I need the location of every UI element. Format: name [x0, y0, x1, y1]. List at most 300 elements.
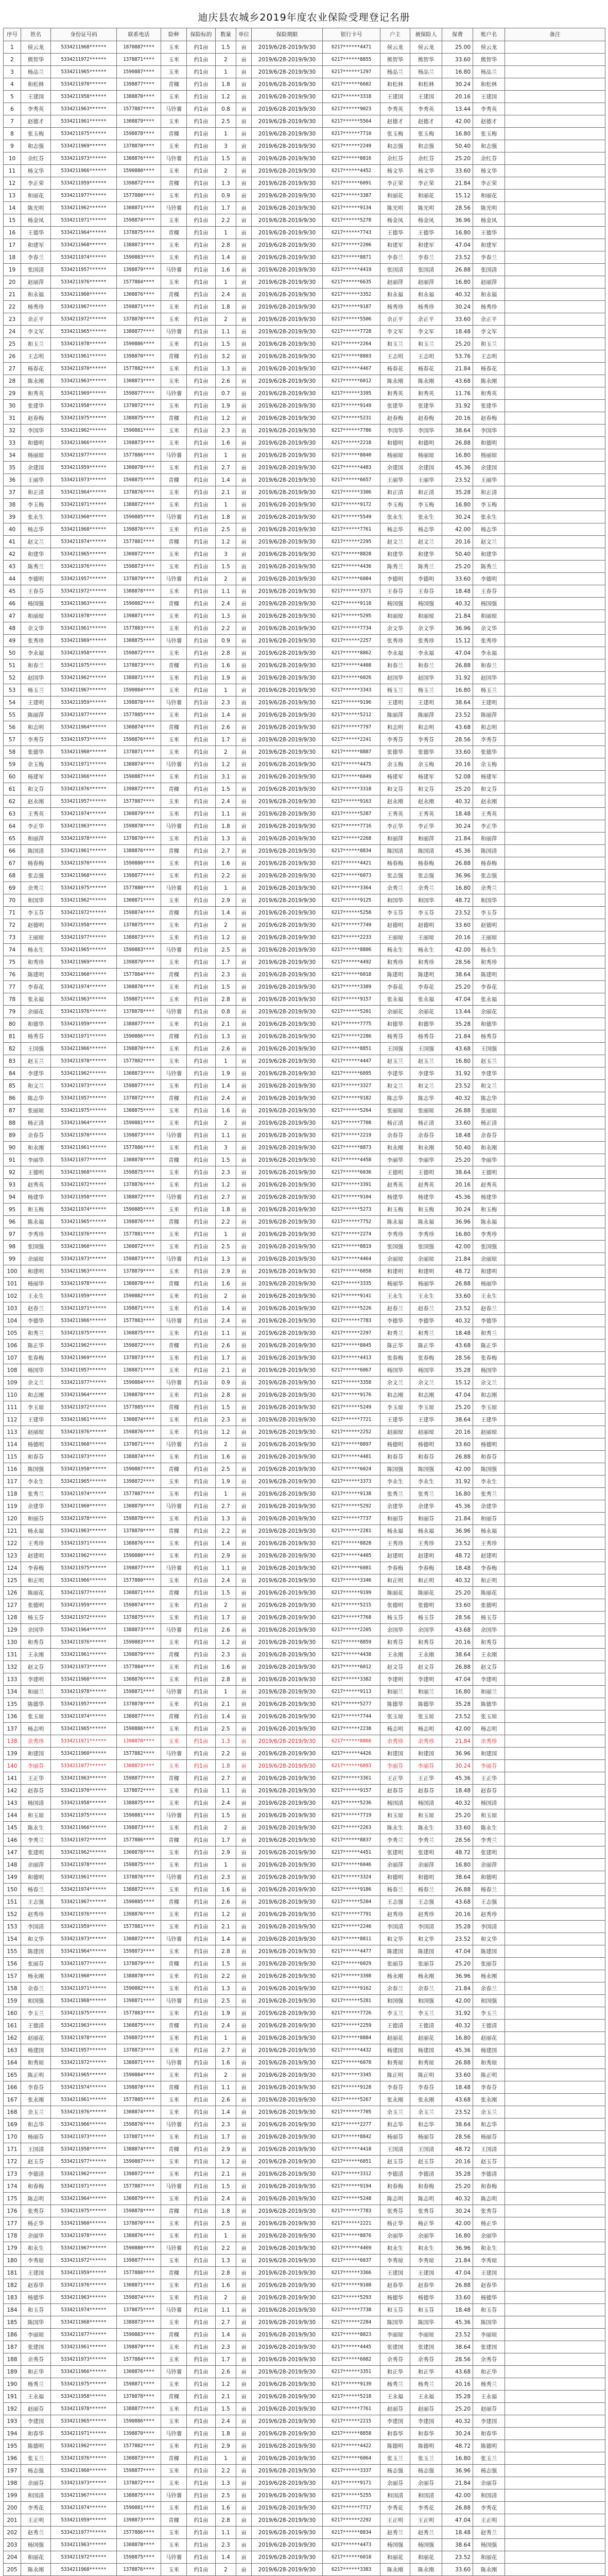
- table-cell: 杨丽华: [21, 1278, 51, 1290]
- table-cell: 6217******6064: [323, 2452, 380, 2465]
- table-cell: 18.48: [442, 2081, 473, 2094]
- table-cell: 亩: [236, 313, 252, 326]
- table-cell: 陈永刚: [380, 375, 410, 387]
- table-cell: [505, 1414, 605, 1426]
- table-cell: 约1亩: [187, 1278, 216, 1290]
- table-cell: 约1亩: [187, 1451, 216, 1463]
- table-cell: [505, 721, 605, 734]
- table-row: [4, 944, 605, 956]
- table-cell: 1: [216, 2032, 236, 2044]
- table-cell: 王德华: [21, 227, 51, 239]
- table-cell: 马铃薯: [161, 820, 187, 833]
- table-cell: 2019/6/28-2019/9/30: [252, 2069, 323, 2081]
- table-row: [4, 1673, 605, 1686]
- table-row: [4, 684, 605, 697]
- table-cell: 41: [4, 536, 21, 548]
- table-cell: 玉米: [161, 486, 187, 499]
- table-cell: 5334211973******: [51, 1253, 117, 1265]
- table-cell: 2019/6/28-2019/9/30: [252, 2255, 323, 2267]
- table-cell: 5334211968******: [51, 1995, 117, 2007]
- table-cell: 1388874****: [117, 1451, 161, 1463]
- table-cell: 7: [4, 115, 21, 128]
- table-row: [4, 1191, 605, 1204]
- table-cell: 6217******2238: [323, 1723, 380, 1735]
- table-cell: 1590881****: [117, 425, 161, 437]
- table-cell: 李玉琼: [410, 1401, 442, 1414]
- table-cell: 2019/6/28-2019/9/30: [252, 931, 323, 944]
- table-cell: 赵丽琼: [380, 1426, 410, 1438]
- table-cell: 6217******6018: [323, 969, 380, 981]
- table-cell: 陈永福: [380, 1216, 410, 1228]
- table-cell: 6217******8873: [323, 1142, 380, 1154]
- table-cell: 陈志明: [21, 2193, 51, 2205]
- table-cell: 亩: [236, 190, 252, 202]
- table-cell: 约1亩: [187, 152, 216, 165]
- table-cell: 5334211964******: [51, 1117, 117, 1129]
- table-cell: 赵丽花: [21, 2032, 51, 2044]
- table-cell: 杨永刚: [473, 1970, 505, 1982]
- table-cell: 5334211960******: [51, 511, 117, 523]
- table-cell: 1308878****: [117, 1154, 161, 1166]
- table-cell: 2019/6/28-2019/9/30: [252, 1587, 323, 1599]
- table-cell: 92: [4, 1166, 21, 1179]
- table-cell: 李秀兰: [410, 1834, 442, 1846]
- table-row: [4, 1908, 605, 1921]
- table-cell: 侯云龙: [380, 41, 410, 54]
- table-cell: 6217******5249: [323, 1401, 380, 1414]
- table-cell: 2: [216, 313, 236, 326]
- table-cell: 2019/6/28-2019/9/30: [252, 1451, 323, 1463]
- table-cell: 5334211964******: [51, 1945, 117, 1958]
- table-cell: 64: [4, 820, 21, 833]
- table-cell: 杨春兰: [21, 1884, 51, 1896]
- table-cell: 1.4: [216, 1302, 236, 1315]
- table-cell: 131: [4, 1649, 21, 1661]
- table-cell: 6217******3387: [323, 190, 380, 202]
- table-cell: 玉米: [161, 857, 187, 870]
- table-cell: [505, 1760, 605, 1772]
- table-cell: [505, 1797, 605, 1809]
- table-cell: 2: [216, 1438, 236, 1451]
- table-cell: 亩: [236, 1315, 252, 1327]
- table-cell: 亩: [236, 1067, 252, 1080]
- table-cell: 65: [4, 833, 21, 845]
- table-cell: 1.4: [216, 1080, 236, 1092]
- table-cell: 5334211961******: [51, 1142, 117, 1154]
- table-row: [4, 2255, 605, 2267]
- table-cell: 1: [216, 499, 236, 511]
- table-cell: 6217******8816: [323, 152, 380, 165]
- table-cell: 5334211968******: [51, 239, 117, 251]
- table-cell: 5334211975******: [51, 128, 117, 140]
- table-cell: 1308873****: [117, 375, 161, 387]
- table-cell: 6217******2252: [323, 1426, 380, 1438]
- table-cell: 5334211971******: [51, 2428, 117, 2440]
- table-cell: 194: [4, 2428, 21, 2440]
- table-cell: [505, 2378, 605, 2391]
- table-cell: 王建国: [410, 2267, 442, 2279]
- table-cell: 亩: [236, 1896, 252, 1908]
- table-cell: 约1亩: [187, 1092, 216, 1105]
- table-cell: 赵德才: [473, 115, 505, 128]
- table-cell: 26.88: [442, 2057, 473, 2069]
- table-cell: 1577880****: [117, 1574, 161, 1587]
- table-cell: 玉米: [161, 709, 187, 721]
- table-cell: [505, 697, 605, 709]
- table-cell: 60: [4, 771, 21, 783]
- table-cell: 杨国华: [380, 1364, 410, 1377]
- table-cell: 玉米: [161, 2292, 187, 2304]
- table-cell: 赵秀珍: [410, 1908, 442, 1921]
- table-cell: 青稞: [161, 2081, 187, 2094]
- table-cell: 1.6: [216, 659, 236, 672]
- table-cell: 亩: [236, 758, 252, 771]
- table-cell: 6217******2295: [323, 536, 380, 548]
- table-cell: 王春芬: [380, 585, 410, 598]
- table-cell: 和玉琼: [380, 1809, 410, 1822]
- table-cell: 亩: [236, 91, 252, 103]
- table-row: [4, 1018, 605, 1030]
- table-cell: 玉米: [161, 338, 187, 350]
- table-cell: 6217******6602: [323, 78, 380, 91]
- table-cell: 2019/6/28-2019/9/30: [252, 2143, 323, 2156]
- table-cell: 青稞: [161, 969, 187, 981]
- table-cell: 1378876****: [117, 1179, 161, 1191]
- table-cell: 赵文芬: [21, 1661, 51, 1673]
- table-cell: 1.9: [216, 400, 236, 412]
- table-cell: [505, 1772, 605, 1785]
- table-cell: 1308878****: [117, 1846, 161, 1859]
- table-cell: 1598877****: [117, 387, 161, 400]
- table-cell: 1388876****: [117, 845, 161, 857]
- table-cell: 约1亩: [187, 659, 216, 672]
- table-cell: 1.6: [216, 1278, 236, 1290]
- table-cell: 2.2: [216, 1525, 236, 1537]
- table-cell: 42.00: [442, 1241, 473, 1253]
- table-cell: 130: [4, 1636, 21, 1649]
- table-cell: 玉米: [161, 919, 187, 931]
- table-cell: 约1亩: [187, 2452, 216, 2465]
- table-cell: 杨国强: [473, 598, 505, 610]
- table-cell: 1590880****: [117, 2242, 161, 2255]
- table-cell: [505, 2465, 605, 2477]
- table-cell: 余文兰: [473, 1377, 505, 1389]
- table-row: [4, 2279, 605, 2292]
- table-cell: 6217******6084: [323, 573, 380, 585]
- table-cell: 和玉兰: [380, 338, 410, 350]
- table-cell: 1.8: [216, 2428, 236, 2440]
- table-cell: 136: [4, 1710, 21, 1723]
- table-cell: 28.56: [442, 1612, 473, 1624]
- table-row: [4, 437, 605, 449]
- table-cell: 张玉琼: [473, 1710, 505, 1723]
- table-cell: 李春芬: [473, 2081, 505, 2094]
- table-cell: 亩: [236, 697, 252, 709]
- table-cell: 1577880****: [117, 2267, 161, 2279]
- table-cell: 亩: [236, 993, 252, 1006]
- table-cell: 5334211960******: [51, 289, 117, 301]
- table-cell: 玉米: [161, 1921, 187, 1933]
- table-cell: 5334211972******: [51, 907, 117, 919]
- table-cell: 杨玉兰: [21, 684, 51, 697]
- table-cell: 马铃薯: [161, 152, 187, 165]
- table-cell: 1308875****: [117, 1327, 161, 1340]
- table-cell: 余丽琼: [473, 1253, 505, 1265]
- table-cell: 5334211972******: [51, 1612, 117, 1624]
- table-cell: [505, 313, 605, 326]
- table-cell: [505, 1649, 605, 1661]
- table-cell: 亩: [236, 363, 252, 375]
- table-cell: 5334211976******: [51, 2279, 117, 2292]
- table-cell: [505, 289, 605, 301]
- table-cell: 1.7: [216, 1352, 236, 1364]
- table-cell: 王德清: [21, 2020, 51, 2032]
- table-cell: 青稞: [161, 289, 187, 301]
- table-cell: 2019/6/28-2019/9/30: [252, 2477, 323, 2489]
- table-cell: 1577887****: [117, 103, 161, 115]
- table-cell: 约1亩: [187, 202, 216, 214]
- table-cell: 约1亩: [187, 1995, 216, 2007]
- table-cell: 45.36: [442, 1500, 473, 1513]
- table-cell: 5334211963******: [51, 2292, 117, 2304]
- table-row: [4, 1846, 605, 1859]
- table-cell: [505, 2304, 605, 2316]
- table-cell: 1308873****: [117, 1067, 161, 1080]
- table-cell: 杨品兰: [410, 66, 442, 78]
- table-cell: 亩: [236, 598, 252, 610]
- table-cell: 45.36: [442, 1191, 473, 1204]
- table-cell: 玉米: [161, 622, 187, 635]
- table-cell: 2019/6/28-2019/9/30: [252, 2193, 323, 2205]
- table-cell: [505, 1129, 605, 1142]
- table-cell: 1: [216, 882, 236, 894]
- table-cell: 和正清: [380, 486, 410, 499]
- table-cell: 玉米: [161, 746, 187, 758]
- table-cell: 2019/6/28-2019/9/30: [252, 1933, 323, 1945]
- table-cell: 李春芬: [380, 2081, 410, 2094]
- table-cell: 2.4: [216, 1092, 236, 1105]
- table-cell: 亩: [236, 684, 252, 697]
- table-cell: 2: [216, 2292, 236, 2304]
- table-cell: 张玉琼: [380, 1710, 410, 1723]
- table-cell: 玉米: [161, 1327, 187, 1340]
- table-cell: 杨永刚: [21, 1970, 51, 1982]
- table-cell: 1598873****: [117, 561, 161, 573]
- table-cell: 杨志强: [473, 2465, 505, 2477]
- table-cell: 青稞: [161, 2329, 187, 2341]
- table-cell: 6217******8837: [323, 1834, 380, 1846]
- table-cell: 和秀琼: [473, 2057, 505, 2069]
- table-cell: [505, 981, 605, 993]
- table-cell: 1388878****: [117, 585, 161, 598]
- table-cell: 1388877****: [117, 1018, 161, 1030]
- table-cell: 张玉琼: [410, 1710, 442, 1723]
- table-cell: 杨金凤: [473, 214, 505, 227]
- table-cell: 和永生: [410, 2242, 442, 2255]
- table-cell: 和春兰: [410, 659, 442, 672]
- table-cell: 6217******2241: [323, 734, 380, 746]
- table-cell: 玉米: [161, 1723, 187, 1735]
- table-cell: 1.3: [216, 2255, 236, 2267]
- table-cell: 1.5: [216, 1958, 236, 1970]
- table-cell: 和玉梅: [21, 1204, 51, 1216]
- table-cell: 3: [216, 140, 236, 152]
- table-cell: 43.68: [442, 1043, 473, 1055]
- table-cell: 和玉芬: [410, 2304, 442, 2316]
- table-cell: 2.1: [216, 1364, 236, 1377]
- table-row: [4, 1414, 605, 1426]
- table-cell: 王永生: [21, 1290, 51, 1302]
- table-cell: 杨国华: [410, 1364, 442, 1377]
- table-cell: 16.80: [442, 1228, 473, 1241]
- table-cell: 154: [4, 1933, 21, 1945]
- table-cell: 和松林: [410, 78, 442, 91]
- table-cell: 赵丽花: [410, 2032, 442, 2044]
- table-cell: 23.52: [442, 1537, 473, 1550]
- table-cell: 李建明: [380, 1673, 410, 1686]
- table-cell: 陈德华: [21, 1698, 51, 1710]
- table-cell: 陈国强: [410, 1463, 442, 1476]
- table-cell: 132: [4, 1661, 21, 1673]
- table-cell: 赵秀珍: [21, 1908, 51, 1921]
- table-cell: [505, 1710, 605, 1723]
- table-cell: 余国华: [473, 1624, 505, 1636]
- table-cell: 26.88: [442, 1105, 473, 1117]
- table-cell: 38.64: [442, 1414, 473, 1426]
- table-cell: 王国强: [410, 1043, 442, 1055]
- table-cell: 余玉梅: [380, 758, 410, 771]
- table-cell: 6217******2249: [323, 140, 380, 152]
- table-cell: 1.5: [216, 1809, 236, 1822]
- table-cell: 6217******6657: [323, 474, 380, 486]
- table-cell: [505, 1006, 605, 1018]
- table-cell: 陈志华: [21, 1092, 51, 1105]
- table-cell: 亩: [236, 2180, 252, 2193]
- table-cell: 2019/6/28-2019/9/30: [252, 1055, 323, 1067]
- table-cell: 马铃薯: [161, 387, 187, 400]
- table-cell: 1: [216, 66, 236, 78]
- table-cell: 和丽花: [21, 190, 51, 202]
- table-cell: 杨国强: [21, 2539, 51, 2551]
- table-cell: 6217******8803: [323, 350, 380, 363]
- table-cell: 42.00: [442, 2489, 473, 2502]
- table-row: [4, 2304, 605, 2316]
- table-row: [4, 425, 605, 437]
- table-cell: 约1亩: [187, 2131, 216, 2143]
- table-cell: [505, 1191, 605, 1204]
- table-cell: 余丽琼: [21, 1253, 51, 1265]
- table-cell: 陈正明: [410, 2069, 442, 2081]
- table-cell: 杨春梅: [21, 857, 51, 870]
- column-header: 账户名: [473, 28, 505, 41]
- table-cell: 18.48: [442, 585, 473, 598]
- table-cell: 约1亩: [187, 1055, 216, 1067]
- table-cell: 玉米: [161, 1117, 187, 1129]
- table-cell: 李玉梅: [21, 499, 51, 511]
- table-cell: [505, 894, 605, 907]
- table-cell: 马铃薯: [161, 1809, 187, 1822]
- table-cell: [505, 1945, 605, 1958]
- table-cell: 亩: [236, 1500, 252, 1513]
- table-cell: 王秀珍: [380, 1537, 410, 1550]
- table-cell: 李建华: [380, 1067, 410, 1080]
- table-cell: 亩: [236, 1624, 252, 1636]
- table-cell: 67: [4, 857, 21, 870]
- table-cell: 1.5: [216, 1401, 236, 1414]
- table-cell: 李秀芬: [473, 734, 505, 746]
- table-cell: 亩: [236, 289, 252, 301]
- table-cell: 余正平: [21, 313, 51, 326]
- table-cell: 杨秀芬: [473, 1030, 505, 1043]
- table-cell: 107: [4, 1352, 21, 1364]
- table-cell: [505, 1686, 605, 1698]
- table-row: [4, 1340, 605, 1352]
- table-cell: 亩: [236, 2292, 252, 2304]
- table-cell: 1308879****: [117, 808, 161, 820]
- table-cell: 165: [4, 2069, 21, 2081]
- table-cell: 1378878****: [117, 2391, 161, 2403]
- table-cell: 王志强: [473, 1896, 505, 1908]
- table-cell: 亩: [236, 449, 252, 462]
- table-cell: 王春芬: [473, 585, 505, 598]
- table-cell: 杨志华: [410, 523, 442, 536]
- table-cell: 13: [4, 190, 21, 202]
- table-cell: 和秀兰: [21, 1327, 51, 1340]
- table-row: [4, 1574, 605, 1587]
- table-row: [4, 2403, 605, 2415]
- table-cell: 亩: [236, 2391, 252, 2403]
- table-cell: [505, 214, 605, 227]
- table-cell: 31.92: [442, 400, 473, 412]
- table-cell: [505, 2539, 605, 2551]
- table-cell: 6217******4477: [323, 1945, 380, 1958]
- table-cell: 约1亩: [187, 2193, 216, 2205]
- table-cell: 163: [4, 2044, 21, 2057]
- table-cell: 83: [4, 1055, 21, 1067]
- table-cell: 张国强: [21, 1241, 51, 1253]
- table-cell: 李德明: [21, 573, 51, 585]
- table-cell: 李正荣: [410, 177, 442, 190]
- table-cell: 李永福: [380, 647, 410, 659]
- table-cell: [505, 140, 605, 152]
- table-cell: [505, 1352, 605, 1364]
- table-cell: 1388876****: [117, 1537, 161, 1550]
- table-cell: 亩: [236, 2428, 252, 2440]
- table-cell: [505, 115, 605, 128]
- table-cell: [505, 1055, 605, 1067]
- table-cell: 和志明: [410, 721, 442, 734]
- table-cell: 5334211969******: [51, 140, 117, 152]
- table-cell: 71: [4, 907, 21, 919]
- table-cell: 赵秀珍: [473, 1908, 505, 1921]
- table-cell: 2019/6/28-2019/9/30: [252, 783, 323, 795]
- table-cell: [505, 1043, 605, 1055]
- table-cell: 1.4: [216, 907, 236, 919]
- table-cell: 亩: [236, 2440, 252, 2452]
- table-cell: [505, 474, 605, 486]
- table-cell: 王国清: [21, 2143, 51, 2156]
- table-cell: 李春兰: [380, 251, 410, 264]
- table-cell: 和德明: [21, 437, 51, 449]
- table-cell: 王正华: [473, 1772, 505, 1785]
- table-cell: 王志明: [380, 350, 410, 363]
- table-row: [4, 1587, 605, 1599]
- table-cell: 亩: [236, 2279, 252, 2292]
- table-cell: 杨建国: [473, 2044, 505, 2057]
- table-cell: 55: [4, 709, 21, 721]
- table-row: [4, 894, 605, 907]
- table-cell: 2019/6/28-2019/9/30: [252, 338, 323, 350]
